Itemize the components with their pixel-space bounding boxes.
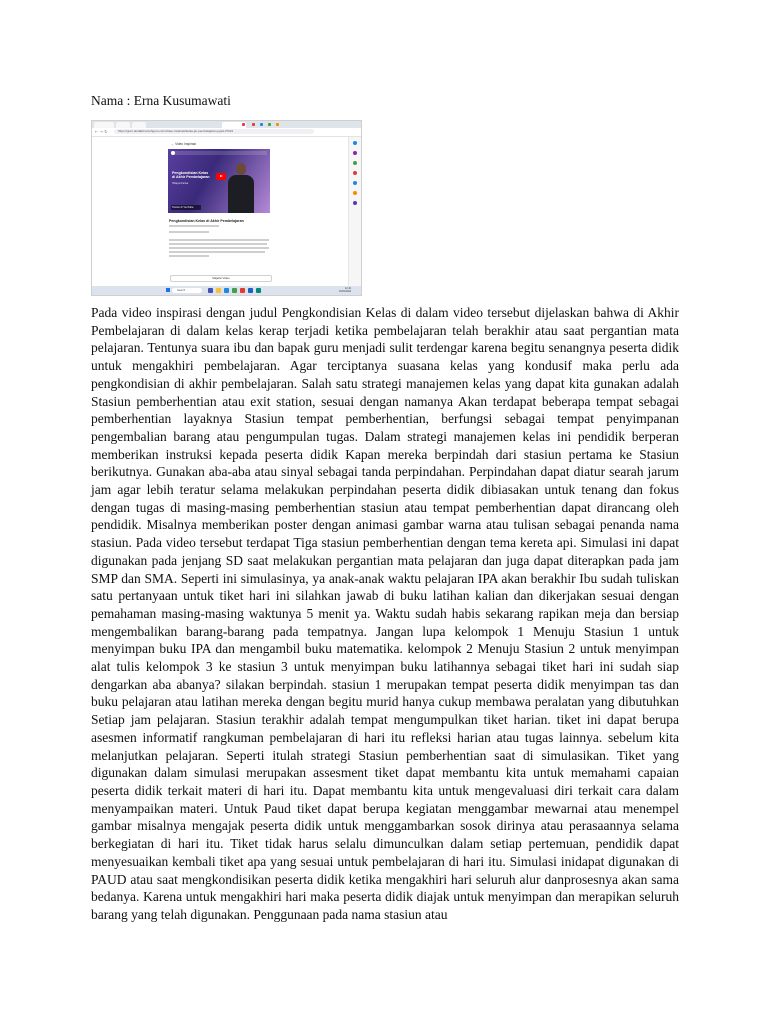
browser-address-bar: [92, 128, 361, 137]
taskbar-app-icon: [232, 288, 237, 293]
video-player: [168, 149, 270, 213]
taskbar-clock: [339, 287, 351, 294]
video-action-button: [170, 275, 272, 282]
body-paragraph: Pada video inspirasi dengan judul Pengkondisian Kelas di dalam video tersebut dijelaskan bahwa di Akhir Pembelajaran di dalam kelas kerap terjadi ketika pembelajaran telah berakhir atau saat pergantian mata pelajaran. Tentunya suara ibu dan bapak guru menjadi sulit terdengar karena begitu senangnya peserta didik untuk mengakhiri pembelajaran. Agar terciptanya suasana kelas yang kondusif maka perlu ada pengkondisian di akhir pembelajaran. Salah satu strategi manajemen kelas yang dapat kita gunakan adalah Stasiun pemberhentian atau exit station, sesuai dengan namanya Akan terdapat beberapa tempat sebagai pemberhentian layaknya Stasiun tempat pemberhentian, berfungsi sebagai tempat penyimpanan pengembalian barang atau pengumpulan tugas. Dalam strategi manajemen kelas ini pendidik berperan memberikan instruksi kepada peserta didik Kapan mereka berpindah dari stasiun pertama ke Stasiun berikutnya. Gunakan aba-aba atau sinyal sebagai tanda perpindahan. Perpindahan dapat diatur searah jarum jam agar lebih teratur selama melakukan perpindahan peserta didik dibiasakan untuk tenang dan fokus dengan tugas di masing-masing pemberhentian stasiun atau tempat pemberhentian dapat dirancang oleh pendidik. Misalnya memberikan poster dengan animasi gambar warna atau tulisan sebagai penanda nama stasiun. Pada video tersebut terdapat Tiga stasiun pemberhentian dengan tema kereta api. Simulasi ini dapat digunakan pada jenjang SD saat melakukan pergantian mata pelajaran dan juga dapat diterapkan pada jam SMP dan SMA. Seperti ini simulasinya, ya anak-anak waktu pelajaran IPA akan berakhir Ibu sudah tuliskan satu pertanyaan untuk tiket hari ini silahkan jawab di buku latihan kalian dan dikerjakan sesuai dengan pemahaman masing-masing waktunya 5 menit ya. Waktu sudah habis sekarang rapikan meja dan bersiap mengembalikan barang-barang pada tempatnya. Jangan lupa kelompok 1 Menuju Stasiun 1 untuk menyimpan buku IPA dan mengambil buku matematika. kelompok 2 Menuju Stasiun 2 untuk menyimpan alat tulis kelompok 3 ke stasiun 3 untuk menyimpan buku latihannya sebagai tiket hari ini sudah siap dengarkan aba abanya? silakan berpindah. stasiun 1 merupakan tempat peserta didik menyimpan tas dan buku pelajaran atau latihan mereka dengan begitu murid hanya cukup membawa peralatan yang dibutuhkan Setiap jam pelajaran. Stasiun terakhir adalah tempat mengumpulkan tiket harian. tiket ini dapat berupa asesmen informatif rangkuman pembelajaran di hari itu refleksi harian atau tugas lainnya. sebelum kita melanjutkan pelajaran. Seperti itulah strategi Stasiun pemberhentian saat di simulasikan. Tiket yang digunakan dalam simulasi merupakan assesment tiket dapat membantu kita untuk memahami capaian peserta didik terkait materi di hari itu. Dapat membantu kita untuk mengevaluasi diri terkait cara dalam menyampaikan materi. Untuk Paud tiket dapat berupa kegiatan menggambar mewarnai atau menempel gambar misalnya mengajak peserta didik untuk menggambarkan sosok dirinya atau perasaannya selama berkegiatan di hari itu. Tiket tidak harus selalu dimunculkan dalam setiap pertemuan, pendidik dapat menyesuaikan kembali tiket apa yang sesuai untuk pembelajaran di hari itu. Simulasi inidapat digunakan di PAUD atau saat mengkondisikan peserta didik ketika mengakhiri hari seluruh alur danprosesnya akan sama bedanya. Karena untuk mengakhiri hari maka peserta didik diajak untuk menyimpan dan merapikan seluruh barang yang telah digunakan. Penggunaan pada nama stasiun atau: [91, 305, 679, 922]
video-header-strip: [171, 151, 267, 155]
tab-favicon-icon: [242, 123, 245, 126]
sidebar-icon: [353, 161, 357, 165]
watch-on-youtube-label: Tonton di YouTube: [172, 206, 194, 209]
windows-taskbar: [92, 286, 361, 295]
browser-tab-bar: [92, 121, 361, 128]
name-line: Nama : Erna Kusumawati: [91, 93, 231, 108]
post-description-line: [169, 247, 269, 249]
taskbar-app-icon: [256, 288, 261, 293]
sidebar-icon: [353, 181, 357, 185]
web-content: [92, 137, 350, 287]
address-text: https://guru.tantalk/contohguru.com/video-inspirasi/kelas-jar-pembelajaran-pgsd-47021: [118, 129, 234, 133]
sidebar-icon: [353, 171, 357, 175]
embedded-screenshot: [91, 120, 362, 296]
video-action-button-label: Majelisi Video: [212, 276, 230, 280]
video-subtitle: Hidayat Farisa: [172, 182, 189, 185]
taskbar-app-icon: [216, 288, 221, 293]
post-title: Pengkondisian Kelas di Akhir Pembelajaran: [169, 219, 244, 223]
address-field: [114, 129, 314, 134]
sidebar-icon: [353, 141, 357, 145]
play-icon: [216, 173, 226, 180]
clock-time: 12.10: [345, 287, 351, 290]
back-label: Video Inspirasi: [175, 142, 196, 146]
presenter-figure: [226, 163, 256, 213]
post-meta-line: [169, 231, 209, 233]
presenter-torso: [228, 175, 254, 213]
taskbar-app-icon: [208, 288, 213, 293]
tab-favicon-icon: [252, 123, 255, 126]
taskbar-app-icon: [240, 288, 245, 293]
taskbar-app-icon: [248, 288, 253, 293]
sidebar-icon: [353, 191, 357, 195]
taskbar-search: [172, 288, 202, 293]
channel-logo-icon: [171, 151, 175, 155]
windows-start-icon: [166, 288, 170, 292]
browser-nav-icons: ← → ↻: [95, 129, 108, 134]
taskbar-search-label: Search: [177, 289, 186, 292]
post-description-line: [169, 243, 267, 245]
browser-sidebar: [348, 137, 361, 287]
video-title: Pengkondisian Kelas di Akhir Pembelajaran: [172, 171, 210, 180]
sidebar-icon: [353, 151, 357, 155]
presenter-head: [236, 163, 246, 175]
tab-favicon-icon: [276, 123, 279, 126]
post-meta-line: [169, 225, 219, 227]
post-description-line: [169, 255, 209, 257]
post-description-line: [169, 239, 269, 241]
tab-favicon-icon: [260, 123, 263, 126]
clock-date: 01/01/2024: [339, 290, 351, 294]
back-link: ← Video Inspirasi: [171, 142, 196, 146]
sidebar-icon: [353, 201, 357, 205]
tab-favicon-icon: [268, 123, 271, 126]
post-description-line: [169, 251, 265, 253]
taskbar-app-icon: [224, 288, 229, 293]
